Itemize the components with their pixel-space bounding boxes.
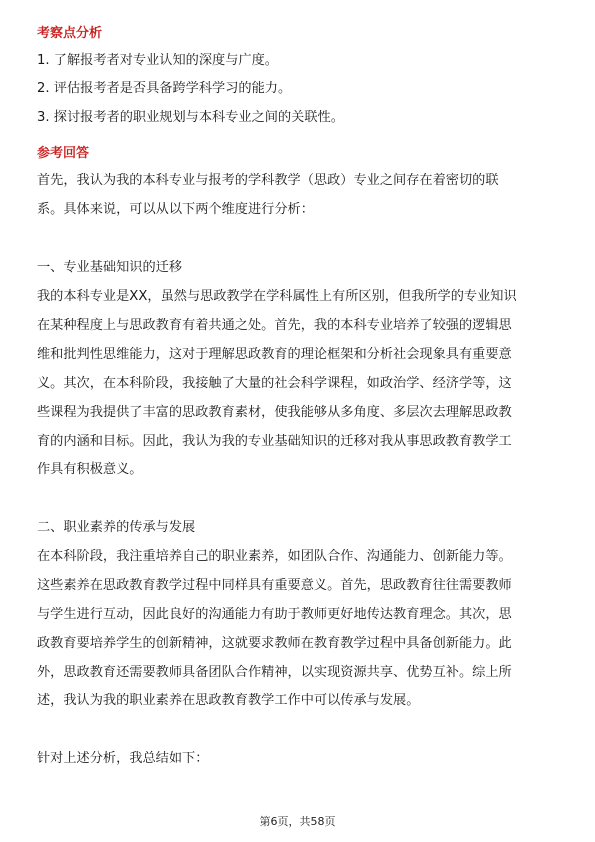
part1-line-4: 义。其次，在本科阶段，我接触了大量的社会科学课程，如政治学、经济学等，这 xyxy=(37,376,512,391)
part1-line-2: 在某种程度上与思政教育有着共通之处。首先，我的本科专业培养了较强的逻辑思 xyxy=(37,318,512,333)
intro-line-1: 首先，我认为我的本科专业与报考的学科教学（思政）专业之间存在着密切的联 xyxy=(37,173,499,188)
analysis-point-2: 2. 评估报考者是否具备跨学科学习的能力。 xyxy=(37,81,292,96)
analysis-point-1: 1. 了解报考者对专业认知的深度与广度。 xyxy=(37,53,278,68)
part2-line-1: 在本科阶段，我注重培养自己的职业素养，如团队合作、沟通能力、创新能力等。 xyxy=(37,549,512,564)
part2-line-2: 这些素养在思政教育教学过程中同样具有重要意义。首先，思政教育往往需要教师 xyxy=(37,578,512,593)
part1-line-7: 作具有积极意义。 xyxy=(37,462,143,477)
page-number-footer: 第6页，共58页 xyxy=(259,815,336,828)
section-title-answer: 参考回答 xyxy=(37,146,90,161)
part2-line-6: 述，我认为我的职业素养在思政教育教学工作中可以传承与发展。 xyxy=(37,693,420,708)
intro-line-2: 系。具体来说，可以从以下两个维度进行分析： xyxy=(37,202,314,217)
summary-line: 针对上述分析，我总结如下： xyxy=(37,751,209,766)
part1-line-6: 育的内涵和目标。因此，我认为我的专业基础知识的迁移对我从事思政教育教学工 xyxy=(37,434,512,449)
analysis-point-3: 3. 探讨报考者的职业规划与本科专业之间的关联性。 xyxy=(37,110,344,125)
part2-line-3: 与学生进行互动，因此良好的沟通能力有助于教师更好地传达教育理念。其次，思 xyxy=(37,607,512,622)
part2-heading: 二、职业素养的传承与发展 xyxy=(37,520,196,535)
part1-line-1: 我的本科专业是XX，虽然与思政教学在学科属性上有所区别，但我所学的专业知识 xyxy=(37,289,517,304)
part2-line-4: 政教育要培养学生的创新精神，这就要求教师在教育教学过程中具备创新能力。此 xyxy=(37,636,512,651)
part2-line-5: 外，思政教育还需要教师具备团队合作精神，以实现资源共享、优势互补。综上所 xyxy=(37,665,512,680)
part1-heading: 一、专业基础知识的迁移 xyxy=(37,260,183,275)
section-title-analysis: 考察点分析 xyxy=(37,26,103,41)
part1-line-5: 些课程为我提供了丰富的思政教育素材，使我能够从多角度、多层次去理解思政教 xyxy=(37,405,512,420)
part1-line-3: 维和批判性思维能力，这对于理解思政教育的理论框架和分析社会现象具有重要意 xyxy=(37,347,512,362)
